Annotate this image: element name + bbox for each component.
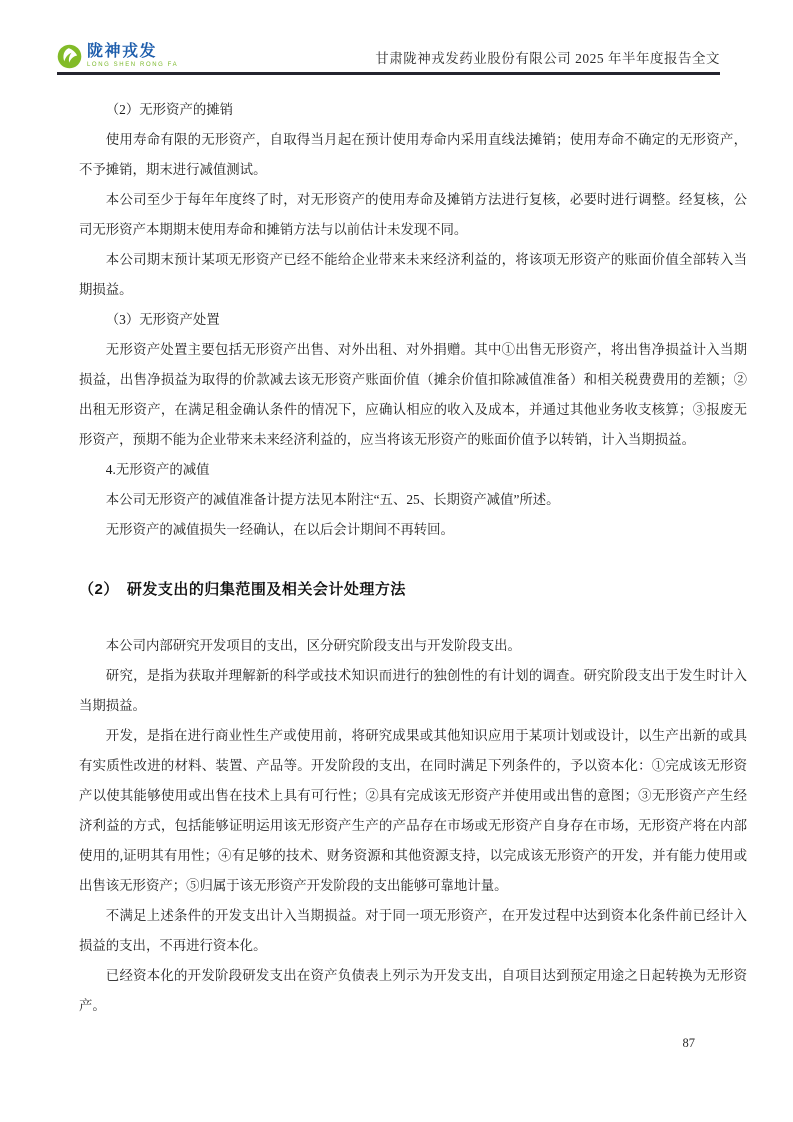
paragraph: 开发，是指在进行商业性生产或使用前，将研究成果或其他知识应用于某项计划或设计，以生产出新的或具有实质性改进的材料、装置、产品等。开发阶段的支出，在同时满足下列条件的，予以资本化：①完成该无形资产以使其能够使用或出售在技术上具有可行性；②具有完成该无形资产并使用或出售的意图；③无形资产产生经济利益的方式，包括能够证明运用该无形资产生产的产品存在市场或无形资产自身存在市场，无形资产将在内部使用的,证明其有用性；④有足够的技术、财务资源和其他资源支持，以完成该无形资产的开发，并有能力使用或出售该无形资产；⑤归属于该无形资产开发阶段的支出能够可靠地计量。 [79, 728, 747, 893]
paragraph: 本公司期末预计某项无形资产已经不能给企业带来未来经济利益的，将该项无形资产的账面价值全部转入当期损益。 [79, 252, 747, 297]
paragraph: 本公司内部研究开发项目的支出，区分研究阶段支出与开发阶段支出。 [105, 638, 521, 653]
paragraph: 研究，是指为获取并理解新的科学或技术知识而进行的独创性的有计划的调查。研究阶段支出于发生时计入当期损益。 [79, 668, 747, 713]
document-body [79, 95, 747, 1021]
paragraph: 使用寿命有限的无形资产，自取得当月起在预计使用寿命内采用直线法摊销；使用寿命不确定的无形资产，不予摊销，期末进行减值测试。 [79, 132, 747, 177]
subheading-amortization: （2）无形资产的摊销 [105, 102, 234, 117]
paragraph: 本公司至少于每年年度终了时，对无形资产的使用寿命及摊销方法进行复核，必要时进行调整。经复核，公司无形资产本期期末使用寿命和摊销方法与以前估计未发现不同。 [79, 192, 747, 237]
subheading-disposal: （3）无形资产处置 [105, 312, 220, 327]
header-divider [57, 72, 720, 75]
page-header [57, 44, 720, 75]
paragraph: 无形资产处置主要包括无形资产出售、对外出租、对外捐赠。其中①出售无形资产，将出售净损益计入当期损益，出售净损益为取得的价款减去该无形资产账面价值（摊余价值扣除减值准备）和相关税费费用的差额；②出租无形资产，在满足租金确认条件的情况下，应确认相应的收入及成本，并通过其他业务收支核算；③报废无形资产，预期不能为企业带来未来经济利益的，应当将该无形资产的账面价值予以转销，计入当期损益。 [79, 342, 747, 447]
paragraph: 不满足上述条件的开发支出计入当期损益。对于同一项无形资产，在开发过程中达到资本化条件前已经计入损益的支出，不再进行资本化。 [79, 908, 747, 953]
paragraph: 已经资本化的开发阶段研发支出在资产负债表上列示为开发支出，自项目达到预定用途之日起转换为无形资产。 [79, 968, 747, 1013]
paragraph: 本公司无形资产的减值准备计提方法见本附注“五、25、长期资产减值”所述。 [105, 492, 560, 507]
company-logo-subtitle: LONG SHEN RONG FA [87, 62, 179, 68]
subheading-impairment: 4.无形资产的减值 [105, 462, 210, 477]
paragraph: 无形资产的减值损失一经确认，在以后会计期间不再转回。 [105, 522, 454, 537]
report-header-title: 甘肃陇神戎发药业股份有限公司 2025 年半年度报告全文 [375, 51, 720, 66]
section-heading-rd-expenditure: （2） 研发支出的归集范围及相关会计处理方法 [79, 581, 406, 598]
company-logo-icon [57, 44, 82, 69]
page-number: 87 [682, 1036, 695, 1050]
company-logo [57, 44, 178, 69]
company-logo-name: 陇神戎发 [87, 43, 158, 60]
